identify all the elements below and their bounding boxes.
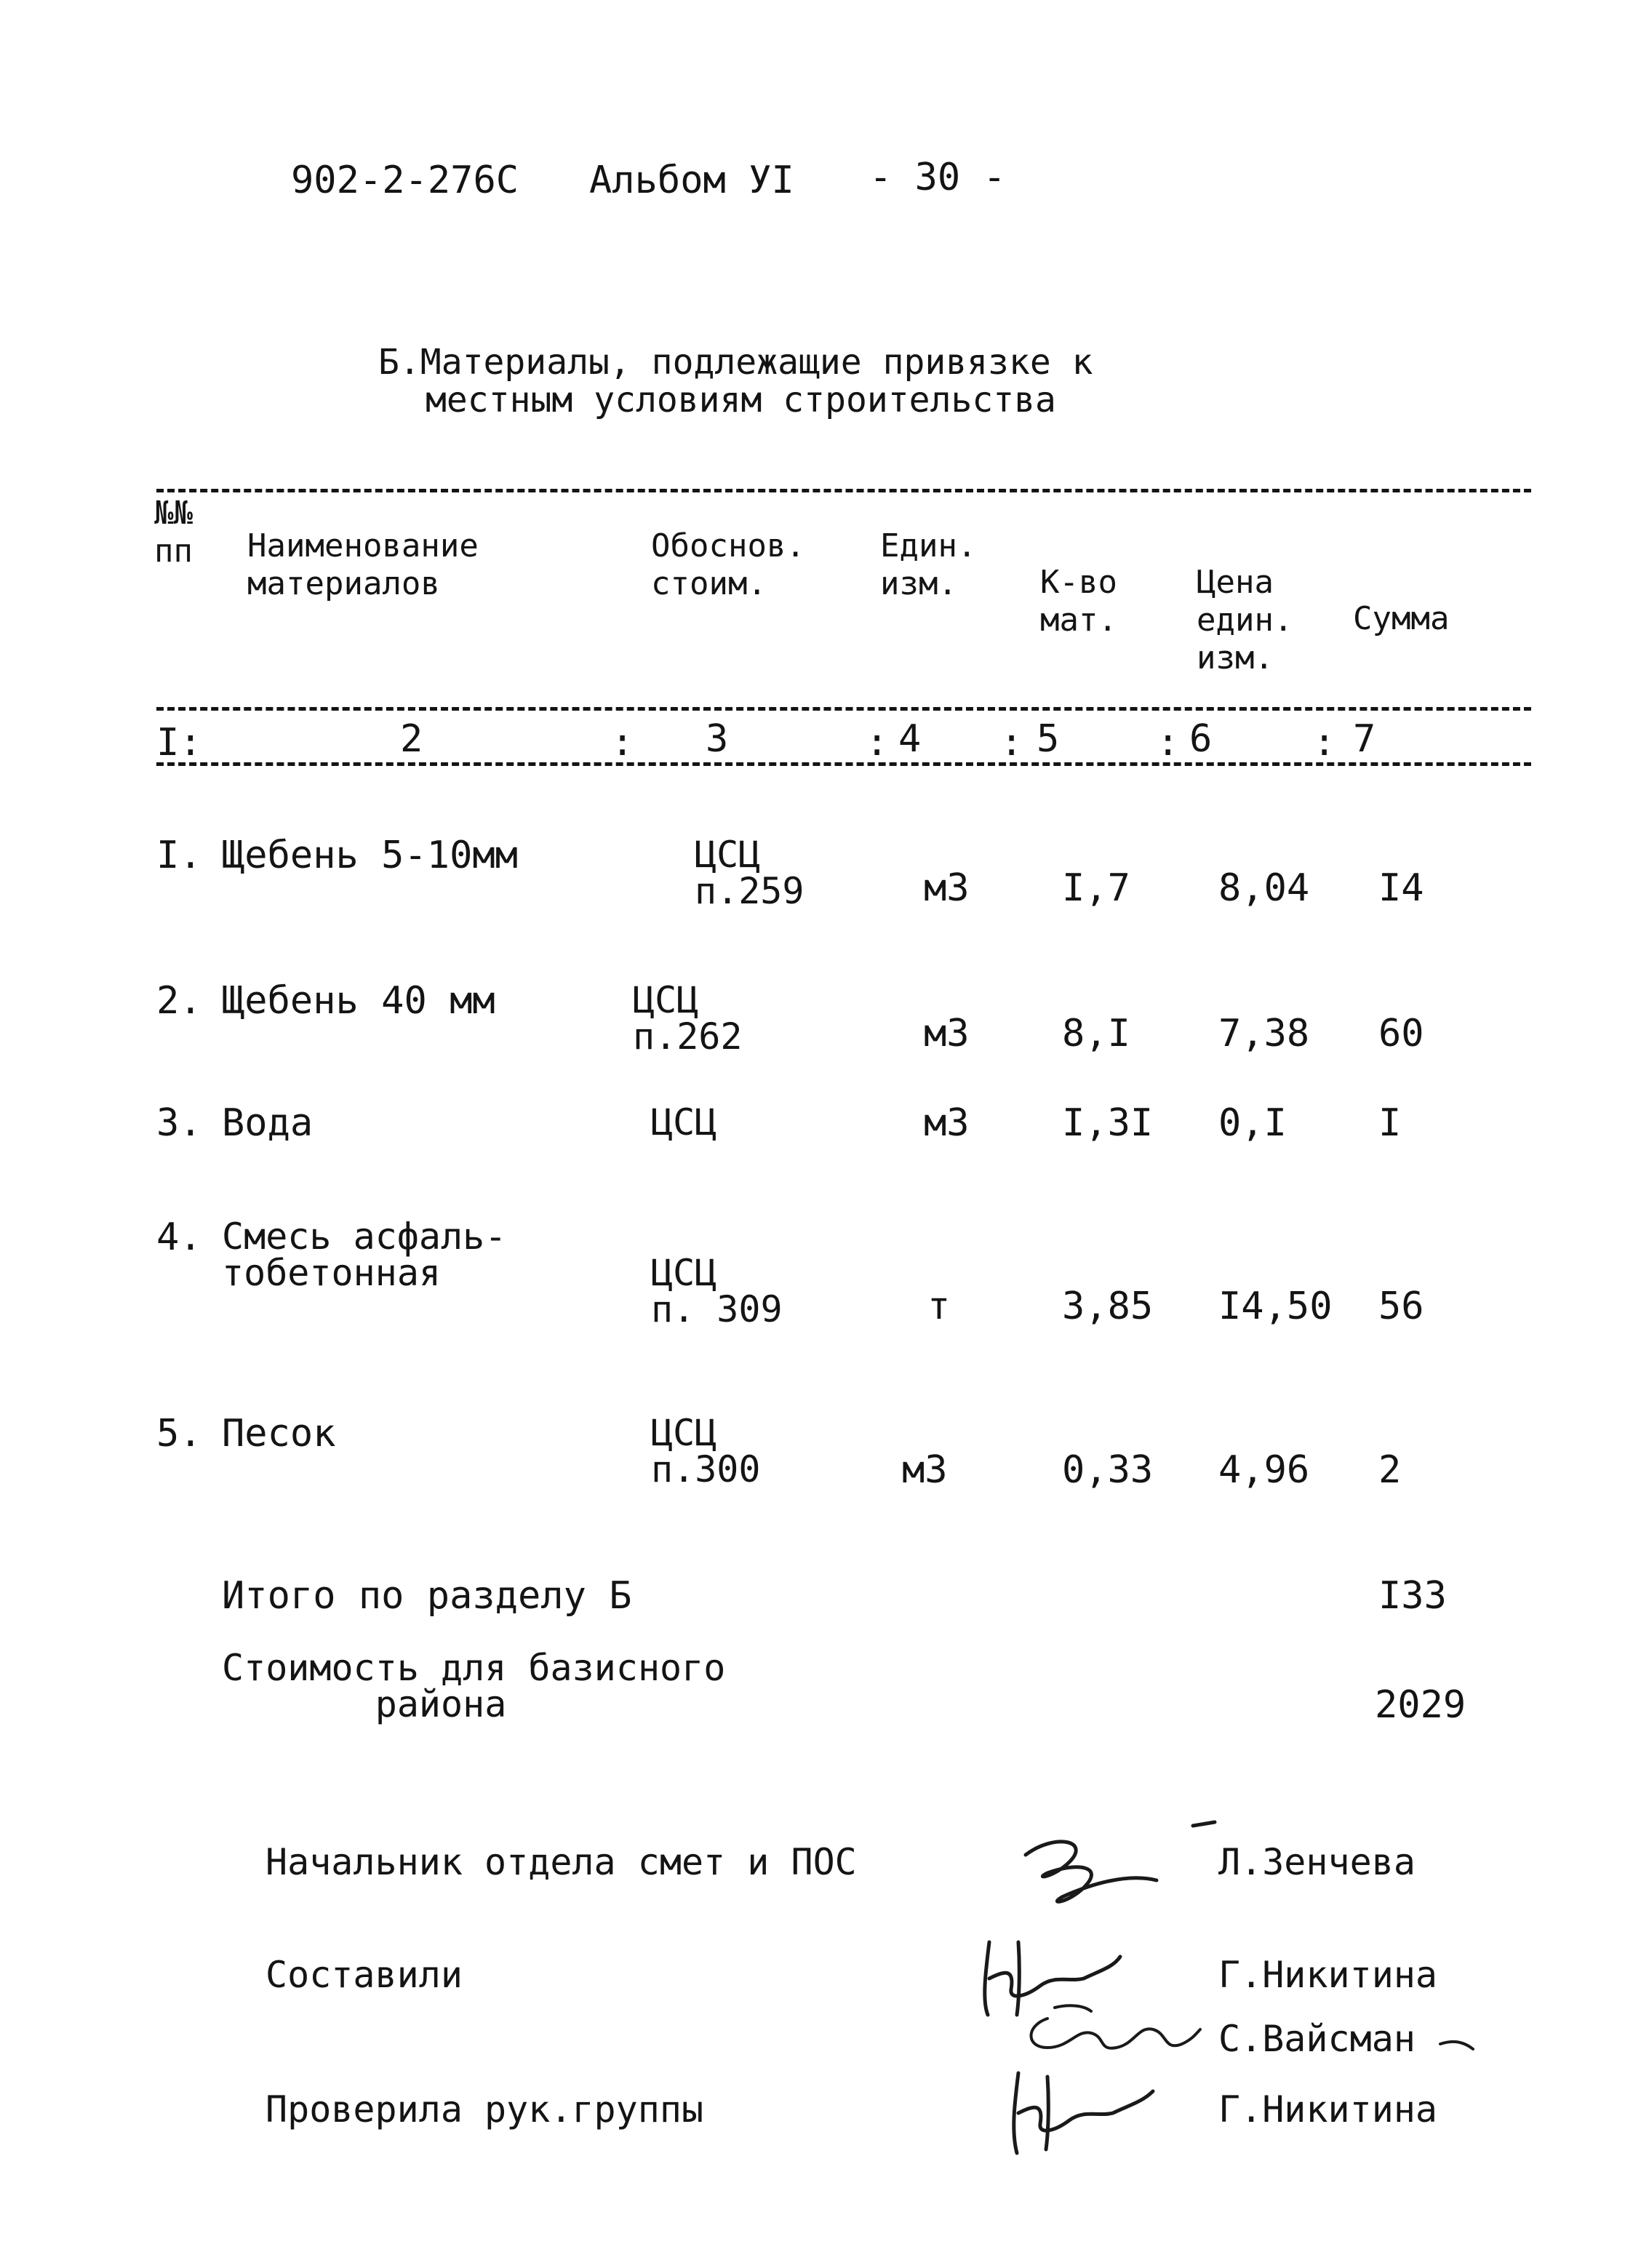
column-header-quantity: К-во мат. (1040, 564, 1117, 639)
table-row-number: 5. (156, 1412, 202, 1456)
column-number-separator: : (1313, 721, 1336, 764)
column-header-number: №№ пп (154, 495, 193, 570)
column-number-4: 4 (898, 717, 922, 761)
table-row-unit: м3 (924, 1012, 970, 1055)
table-row-basis: ЦСЦ п.300 (651, 1412, 761, 1490)
table-top-rule (156, 489, 1531, 492)
table-row-sum: I4 (1378, 866, 1424, 910)
table-row-basis: ЦСЦ п.259 (695, 834, 804, 912)
table-row-name: Щебень 5-10мм (222, 834, 518, 877)
signatory-role: Проверила рук.группы (265, 2088, 704, 2131)
column-header-cost-basis: Обоснов. стоим. (651, 527, 805, 602)
table-row-quantity: I,7 (1062, 866, 1130, 910)
section-title-line-1: Б.Материалы, подлежащие привязке к (378, 342, 1093, 383)
page-number: - 30 - (869, 156, 1006, 199)
signatory-name: Г.Никитина (1218, 1954, 1438, 1996)
handwritten-signature (1018, 1997, 1207, 2069)
handwritten-signature (1004, 1811, 1244, 1913)
column-header-unit-price: Цена един. изм. (1197, 564, 1293, 676)
column-number-3: 3 (706, 717, 729, 761)
table-row-basis: ЦСЦ п.262 (633, 979, 743, 1058)
section-title-line-2: местным условиям строительства (426, 380, 1056, 420)
column-number-separator: : (866, 721, 889, 764)
document-code: 902-2-276С (291, 159, 519, 202)
column-header-sum: Сумма (1353, 600, 1450, 637)
table-row-name: Вода (222, 1101, 314, 1145)
column-number-2: 2 (400, 717, 423, 761)
signatory-name: Г.Никитина (1218, 2088, 1438, 2131)
section-total-label: Итого по разделу Б (222, 1574, 632, 1618)
column-number-separator: : (611, 721, 634, 764)
table-row-price: 4,96 (1218, 1448, 1310, 1492)
table-row-name: Смесь асфаль- тобетонная (222, 1215, 507, 1294)
table-row-price: 0,I (1218, 1101, 1287, 1145)
handwritten-signature (1004, 2062, 1178, 2157)
column-number-separator: : (1000, 721, 1023, 764)
column-header-unit: Един. изм. (880, 527, 977, 602)
base-cost-value: 2029 (1375, 1683, 1466, 1727)
section-total-value: I33 (1378, 1574, 1447, 1618)
column-number-rule (156, 762, 1531, 766)
signatory-role: Начальник отдела смет и ПОС (265, 1841, 857, 1883)
column-header-material-name: Наименование материалов (247, 527, 479, 602)
table-row-sum: 60 (1378, 1012, 1424, 1055)
table-row-sum: 2 (1378, 1448, 1402, 1492)
table-row-number: 3. (156, 1101, 202, 1145)
dash-mark (1437, 2033, 1480, 2055)
table-row-price: 7,38 (1218, 1012, 1310, 1055)
table-row-quantity: 3,85 (1062, 1285, 1154, 1328)
table-row-unit: м3 (924, 1101, 970, 1145)
table-row-unit: м3 (924, 866, 970, 910)
table-row-price: 8,04 (1218, 866, 1310, 910)
table-row-sum: I (1378, 1101, 1402, 1145)
table-row-price: I4,50 (1218, 1285, 1333, 1328)
table-row-unit: м3 (902, 1448, 948, 1492)
header-bottom-rule (156, 707, 1531, 711)
table-row-sum: 56 (1378, 1285, 1424, 1328)
album-label: Альбом УI (589, 159, 794, 202)
signatory-role: Составили (265, 1954, 463, 1996)
table-row-quantity: 0,33 (1062, 1448, 1154, 1492)
signatory-name: С.Вайсман (1218, 2018, 1416, 2060)
signatory-name: Л.Зенчева (1218, 1841, 1416, 1883)
table-row-name: Щебень 40 мм (222, 979, 495, 1023)
column-number-7: 7 (1353, 717, 1376, 761)
table-row-number: I. (156, 834, 202, 877)
base-cost-label: Стоимость для базисного района (222, 1647, 726, 1725)
table-row-number: 4. (156, 1215, 202, 1259)
table-row-quantity: 8,I (1062, 1012, 1130, 1055)
table-row-basis: ЦСЦ (651, 1101, 717, 1143)
table-row-quantity: I,3I (1062, 1101, 1154, 1145)
table-row-number: 2. (156, 979, 202, 1023)
table-row-name: Песок (222, 1412, 336, 1456)
column-number-separator: : (1157, 721, 1180, 764)
column-number-1: I: (156, 721, 202, 764)
column-number-6: 6 (1189, 717, 1213, 761)
table-row-basis: ЦСЦ п. 309 (651, 1252, 783, 1330)
table-row-unit: т (927, 1285, 951, 1328)
column-number-5: 5 (1037, 717, 1060, 761)
